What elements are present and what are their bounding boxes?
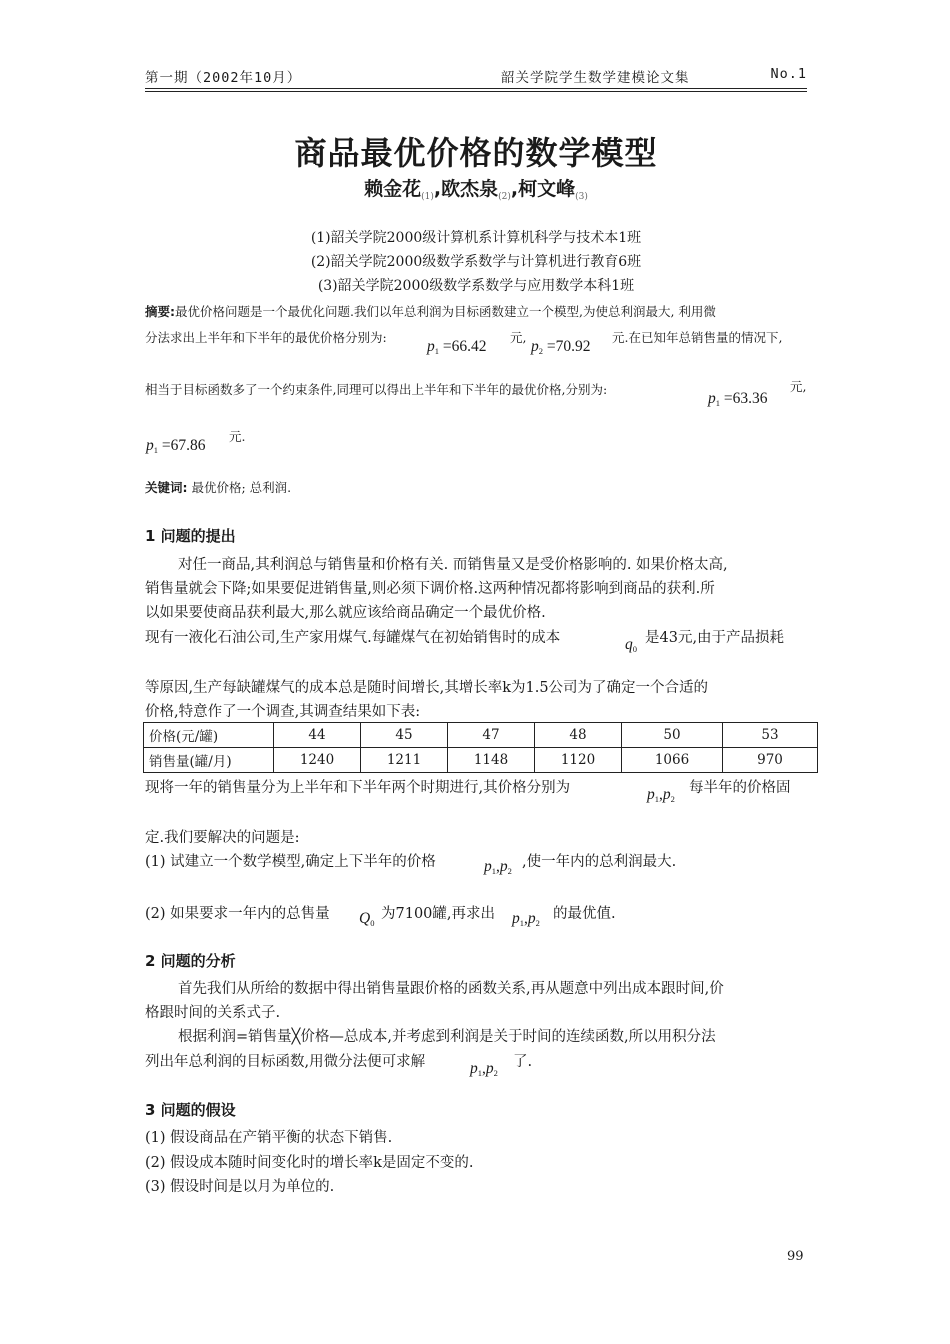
table-cell: 50 (622, 723, 723, 748)
header-rule-bottom (145, 91, 807, 92)
subscript: 1 (153, 445, 158, 455)
table-cell: 1240 (274, 748, 361, 773)
formula-q0 (625, 636, 637, 654)
comma: , (496, 858, 500, 875)
paragraph-line: 根据利润=销售量╳价格—总成本,并考虑到利润是关于时间的连续函数,所以用积分法 (178, 1029, 716, 1045)
paragraph-line: 现有一液化石油公司,生产家用煤气.每罐煤气在初始销售时的成本 (145, 630, 561, 646)
assumption-item: (2) 假设成本随时间变化时的增长率k是固定不变的. (145, 1155, 474, 1171)
subscript: 2 (538, 346, 543, 356)
problem-2-mid: 为7100罐,再求出 (381, 906, 496, 922)
formula-p1-p2 (484, 858, 512, 876)
paragraph-line: 等原因,生产每缺罐煤气的成本总是随时间增长,其增长率k为1.5公司为了确定一个合适的 (145, 680, 709, 696)
table-row (144, 723, 818, 748)
var-p: p (512, 910, 520, 927)
subscript: 2 (493, 1068, 498, 1078)
section-heading-3: 3 问题的假设 (145, 1101, 236, 1119)
paragraph-line: 以如果要使商品获利最大,那么就应该给商品确定一个最优价格. (145, 605, 546, 621)
subscript: 2 (507, 866, 512, 876)
var-p: p (427, 338, 435, 355)
var-p: p (484, 858, 492, 875)
table-cell: 48 (535, 723, 622, 748)
keywords-line (145, 478, 291, 496)
table-cell: 1148 (448, 748, 535, 773)
issue-number: No.1 (770, 66, 807, 82)
assumption-item: (1) 假设商品在产销平衡的状态下销售. (145, 1130, 393, 1146)
table-cell: 销售量(罐/月) (144, 748, 274, 773)
equals-sign: = (161, 437, 171, 454)
keywords-label: 关键词: (145, 480, 188, 495)
abstract-line-1 (145, 302, 716, 320)
table-row (144, 748, 818, 773)
subscript: 1 (477, 1068, 482, 1078)
table-cell: 970 (723, 748, 818, 773)
keywords-text: 最优价格; 总利润. (191, 480, 292, 495)
unit-yuan: 元, (790, 379, 807, 394)
header-rule-top (145, 88, 807, 89)
author-separator: , (433, 178, 442, 200)
comma: , (524, 910, 528, 927)
table-cell: 47 (448, 723, 535, 748)
var-p: p (499, 858, 508, 875)
var-p: p (527, 910, 536, 927)
issue-label: 第一期（2002年10月） (145, 70, 302, 86)
paragraph-line: 列出年总利润的目标函数,用微分法便可求解 (145, 1054, 426, 1070)
author-name: 柯文峰 (518, 178, 576, 200)
unit-yuan-end: 元. (229, 429, 246, 444)
author-line (145, 174, 807, 202)
var-p: p (485, 1060, 494, 1077)
subscript: 2 (670, 794, 675, 804)
author-name: 赖金花 (364, 178, 422, 200)
subscript: 1 (715, 398, 720, 408)
author-mark: (2) (498, 192, 511, 202)
author-mark: (1) (421, 192, 434, 202)
problem-1: (1) 试建立一个数学模型,确定上下半年的价格 (145, 854, 436, 870)
equals-sign: = (546, 338, 556, 355)
paragraph-line: 了. (513, 1054, 533, 1070)
var-p: p (647, 786, 655, 803)
abstract-label: 摘要: (145, 304, 175, 319)
formula-p1-p2 (512, 910, 540, 928)
table-cell: 1066 (622, 748, 723, 773)
paragraph-line: 每半年的价格固 (689, 780, 791, 796)
table-cell: 53 (723, 723, 818, 748)
unit-yuan: 元, (510, 330, 527, 345)
subscript: 0 (632, 644, 637, 654)
affiliation-3: (3)韶关学院2000级数学系数学与应用数学本科1班 (317, 278, 635, 294)
formula-p2-value (531, 338, 591, 356)
paragraph-line: 价格,特意作了一个调查,其调查结果如下表: (145, 704, 421, 720)
abstract-line-2: 分法求出上半年和下半年的最优价格分别为: (145, 330, 387, 345)
paper-title: 商品最优价格的数学模型 (294, 134, 658, 172)
assumption-item: (3) 假设时间是以月为单位的. (145, 1179, 335, 1195)
table-cell: 1211 (361, 748, 448, 773)
var-q: q (625, 636, 633, 653)
subscript: 1 (519, 918, 524, 928)
subscript: 1 (491, 866, 496, 876)
journal-name: 韶关学院学生数学建模论文集 (501, 70, 690, 86)
abstract-text: 最优价格问题是一个最优化问题.我们以年总利润为目标函数建立一个模型,为使总利润最大, 利用微 (175, 304, 716, 319)
author-name: 欧杰泉 (441, 178, 499, 200)
var-p: p (470, 1060, 478, 1077)
paragraph-line: 对任一商品,其利润总与销售量和价格有关. 而销售量又是受价格影响的. 如果价格太高, (178, 557, 728, 573)
table-cell: 价格(元/罐) (144, 723, 274, 748)
table-cell: 44 (274, 723, 361, 748)
table-cell: 45 (361, 723, 448, 748)
paragraph-line: 是43元,由于产品损耗 (645, 630, 785, 646)
affiliation-1: (1)韶关学院2000级计算机系计算机科学与技术本1班 (310, 230, 642, 246)
survey-table (143, 722, 818, 773)
affiliation-2: (2)韶关学院2000级数学系数学与计算机进行教育6班 (310, 254, 642, 270)
var-p: p (531, 338, 539, 355)
equals-sign: = (442, 338, 452, 355)
formula-p1-p2 (647, 786, 675, 804)
abstract-line-2-tail: 元.在已知年总销售量的情况下, (612, 330, 783, 345)
running-header (145, 66, 807, 88)
equals-sign: = (723, 390, 733, 407)
section-heading-1: 1 问题的提出 (145, 527, 236, 545)
formula-p1-p2 (470, 1060, 498, 1078)
comma: , (659, 786, 663, 803)
price-value: 66.42 (451, 338, 487, 355)
section-heading-2: 2 问题的分析 (145, 952, 236, 970)
problem-2: (2) 如果要求一年内的总售量 (145, 906, 330, 922)
var-Q: Q (359, 910, 371, 927)
paragraph-line: 现将一年的销售量分为上半年和下半年两个时期进行,其价格分别为 (145, 780, 571, 796)
price-value: 63.36 (732, 390, 768, 407)
price-value: 70.92 (555, 338, 591, 355)
price-value: 67.86 (170, 437, 206, 454)
comma: , (482, 1060, 486, 1077)
subscript: 1 (654, 794, 659, 804)
formula-p1-value (427, 338, 487, 356)
page-number: 99 (787, 1249, 804, 1264)
paragraph-line: 格跟时间的关系式子. (145, 1005, 281, 1021)
formula-Q0 (359, 910, 374, 928)
abstract-line-3: 相当于目标函数多了一个约束条件,同理可以得出上半年和下半年的最优价格,分别为: (145, 382, 608, 397)
subscript: 1 (434, 346, 439, 356)
var-p: p (708, 390, 716, 407)
var-p: p (146, 437, 154, 454)
problem-2-tail: 的最优值. (553, 906, 616, 922)
subscript: 2 (535, 918, 540, 928)
var-p: p (662, 786, 671, 803)
formula-p-constrained-2 (146, 437, 206, 455)
subscript: 0 (370, 918, 375, 928)
paragraph-line: 销售量就会下降;如果要促进销售量,则必须下调价格.这两种情况都将影响到商品的获利.所 (145, 581, 715, 597)
paragraph-line: 定.我们要解决的问题是: (145, 830, 300, 846)
table-cell: 1120 (535, 748, 622, 773)
formula-p1-constrained (708, 390, 768, 408)
problem-1-tail: ,使一年内的总利润最大. (522, 854, 677, 870)
author-mark: (3) (575, 192, 588, 202)
author-separator: , (510, 178, 519, 200)
paragraph-line: 首先我们从所给的数据中得出销售量跟价格的函数关系,再从题意中列出成本跟时间,价 (178, 981, 724, 997)
